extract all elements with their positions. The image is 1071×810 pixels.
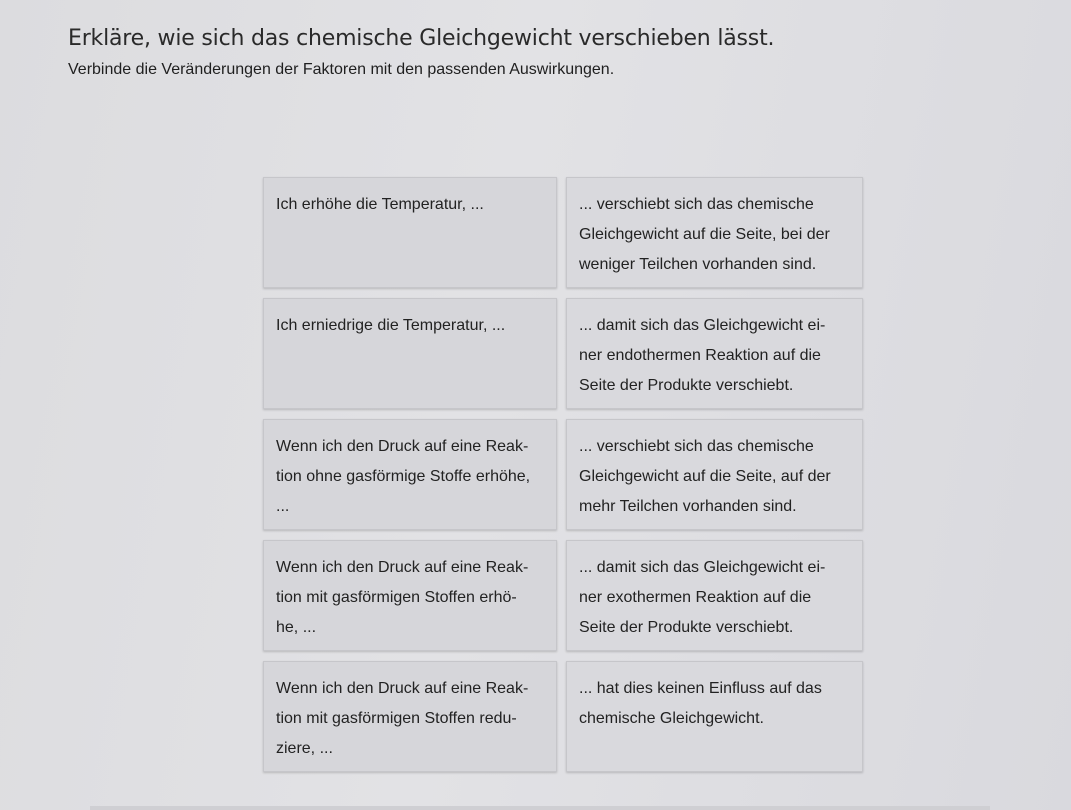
matching-row xyxy=(263,540,863,651)
card-text-line: ner exothermen Reaktion auf die xyxy=(579,589,812,606)
card-text-line: Seite der Produkte verschiebt. xyxy=(579,619,794,636)
bottom-divider xyxy=(90,806,990,810)
matching-row xyxy=(263,419,863,530)
card-text-line: ziere, ... xyxy=(276,740,333,757)
card-text-line: Seite der Produkte verschiebt. xyxy=(579,377,794,394)
card-text-line: Ich erniedrige die Temperatur, ... xyxy=(276,317,506,334)
factor-card-4[interactable] xyxy=(263,540,557,651)
card-text-line: tion mit gasförmigen Stoffen redu- xyxy=(276,710,517,727)
factor-card-3[interactable] xyxy=(263,419,557,530)
card-text-line: Gleichgewicht auf die Seite, auf der xyxy=(579,468,831,485)
effect-card-4[interactable] xyxy=(566,540,863,651)
card-text-line: mehr Teilchen vorhanden sind. xyxy=(579,498,797,515)
card-text-line: ner endothermen Reaktion auf die xyxy=(579,347,821,364)
card-text-line: ... damit sich das Gleichgewicht ei- xyxy=(579,559,826,576)
matching-row xyxy=(263,661,863,772)
card-text-line: ... damit sich das Gleichgewicht ei- xyxy=(579,317,826,334)
factor-card-5[interactable] xyxy=(263,661,557,772)
card-text-line: tion ohne gasförmige Stoffe erhöhe, xyxy=(276,468,531,485)
card-text-line: Wenn ich den Druck auf eine Reak- xyxy=(276,559,529,576)
factor-card-1[interactable] xyxy=(263,177,557,288)
matching-row xyxy=(263,177,863,288)
card-text-line: chemische Gleichgewicht. xyxy=(579,710,764,727)
card-text-line: Gleichgewicht auf die Seite, bei der xyxy=(579,226,830,243)
effect-card-5[interactable] xyxy=(566,661,863,772)
card-text-line: ... verschiebt sich das chemische xyxy=(579,438,814,455)
card-text-line: weniger Teilchen vorhanden sind. xyxy=(579,256,817,273)
matching-row xyxy=(263,298,863,409)
card-text-line: Wenn ich den Druck auf eine Reak- xyxy=(276,680,529,697)
effect-card-3[interactable] xyxy=(566,419,863,530)
effect-card-1[interactable] xyxy=(566,177,863,288)
card-text-line: ... xyxy=(276,498,290,515)
card-text-line: ... verschiebt sich das chemische xyxy=(579,196,814,213)
page-title: Erkläre, wie sich das chemische Gleichgewicht verschieben lässt. xyxy=(68,26,775,51)
task-instruction: Verbinde die Veränderungen der Faktoren mit den passenden Auswirkungen. xyxy=(68,61,615,78)
effect-card-2[interactable] xyxy=(566,298,863,409)
card-text-line: Wenn ich den Druck auf eine Reak- xyxy=(276,438,529,455)
matching-grid xyxy=(263,177,863,782)
factor-card-2[interactable] xyxy=(263,298,557,409)
card-text-line: ... hat dies keinen Einfluss auf das xyxy=(579,680,822,697)
card-text-line: he, ... xyxy=(276,619,317,636)
card-text-line: tion mit gasförmigen Stoffen erhö- xyxy=(276,589,517,606)
card-text-line: Ich erhöhe die Temperatur, ... xyxy=(276,196,484,213)
